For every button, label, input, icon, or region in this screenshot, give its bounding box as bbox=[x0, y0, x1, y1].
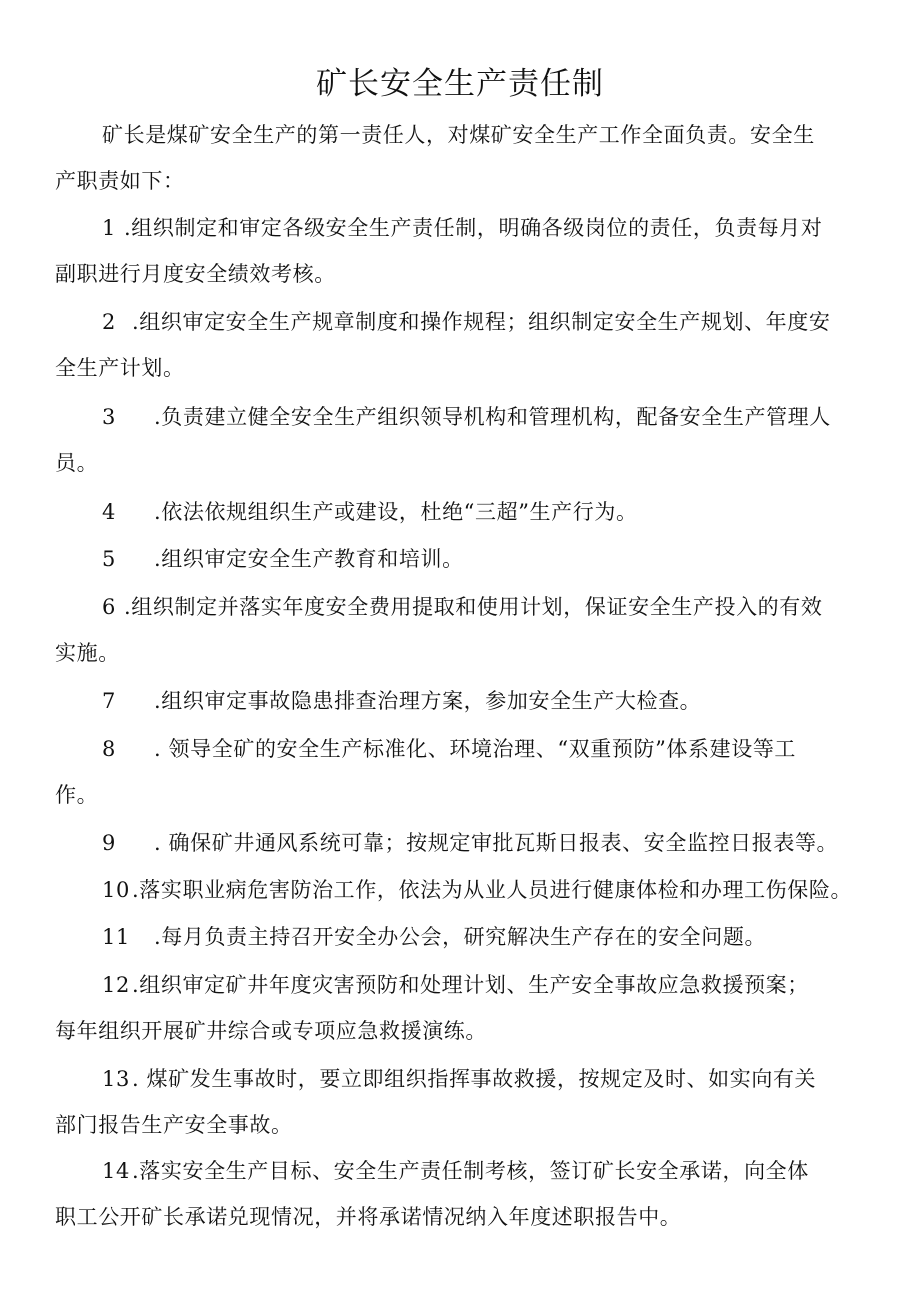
item-text: .每月负责主持召开安全办公会，研究解决生产存在的安全问题。 bbox=[154, 925, 767, 949]
item-text: .组织审定矿井年度灾害预防和处理计划、生产安全事故应急救援预案； bbox=[132, 973, 809, 997]
item-9 bbox=[55, 820, 881, 866]
item-1 bbox=[55, 205, 881, 297]
item-text: .组织审定事故隐患排查治理方案，参加安全生产大检查。 bbox=[154, 689, 702, 713]
item-number: 4 bbox=[102, 500, 116, 524]
item-text: .落实职业病危害防治工作，依法为从业人员进行健康体检和办理工伤保险。 bbox=[132, 878, 853, 902]
item-number: 1 bbox=[102, 216, 116, 240]
item-number: 11 bbox=[102, 925, 130, 949]
item-text-continued: 实施。 bbox=[55, 641, 120, 665]
item-10 bbox=[55, 867, 881, 913]
item-number: 7 bbox=[102, 689, 116, 713]
item-text-continued: 全生产计划。 bbox=[55, 356, 185, 380]
item-6 bbox=[55, 584, 881, 676]
item-12 bbox=[55, 962, 881, 1054]
item-text: . 确保矿井通风系统可靠；按规定审批瓦斯日报表、安全监控日报表等。 bbox=[154, 831, 839, 855]
intro-line-1: 矿长是煤矿安全生产的第一责任人，对煤矿安全生产工作全面负责。安全生 bbox=[102, 123, 815, 147]
item-number: 14 bbox=[102, 1159, 130, 1183]
item-11 bbox=[55, 914, 881, 960]
item-number: 3 bbox=[102, 405, 116, 429]
item-number: 9 bbox=[102, 831, 116, 855]
item-number: 8 bbox=[102, 737, 116, 761]
document-title: 矿长安全生产责任制 bbox=[316, 66, 604, 102]
item-3 bbox=[55, 394, 881, 486]
item-text-continued: 员。 bbox=[55, 451, 99, 475]
item-number: 13 bbox=[102, 1067, 130, 1091]
item-2 bbox=[55, 299, 881, 391]
item-14 bbox=[55, 1148, 881, 1240]
item-text-continued: 部门报告生产安全事故。 bbox=[55, 1113, 293, 1137]
item-text: .组织审定安全生产规章制度和操作规程；组织制定安全生产规划、年度安 bbox=[132, 310, 831, 334]
item-text: .组织审定安全生产教育和培训。 bbox=[154, 547, 464, 571]
item-13 bbox=[55, 1056, 881, 1148]
item-4 bbox=[55, 489, 881, 535]
item-text: .落实安全生产目标、安全生产责任制考核，签订矿长安全承诺，向全体 bbox=[132, 1159, 809, 1183]
item-text: .依法依规组织生产或建设，杜绝“三超”生产行为。 bbox=[154, 500, 638, 524]
intro-line-2: 产职责如下： bbox=[55, 169, 185, 193]
item-text-continued: 每年组织开展矿井综合或专项应急救援演练。 bbox=[55, 1019, 487, 1043]
item-text: . 领导全矿的安全生产标准化、环境治理、“双重预防”体系建设等工 bbox=[154, 737, 797, 761]
item-text: .负责建立健全安全生产组织领导机构和管理机构，配备安全生产管理人 bbox=[154, 405, 831, 429]
item-number: 2 bbox=[102, 310, 116, 334]
item-number: 12 bbox=[102, 973, 130, 997]
intro-paragraph bbox=[55, 112, 881, 204]
item-7 bbox=[55, 678, 881, 724]
item-8 bbox=[55, 726, 881, 818]
item-text-continued: 职工公开矿长承诺兑现情况，并将承诺情况纳入年度述职报告中。 bbox=[55, 1205, 682, 1229]
item-text: . 煤矿发生事故时，要立即组织指挥事故救援，按规定及时、如实向有关 bbox=[132, 1067, 817, 1091]
item-text: .组织制定并落实年度安全费用提取和使用计划，保证安全生产投入的有效 bbox=[124, 595, 823, 619]
item-text-continued: 副职进行月度安全绩效考核。 bbox=[55, 262, 336, 286]
item-text-continued: 作。 bbox=[55, 783, 99, 807]
item-number: 5 bbox=[102, 547, 116, 571]
item-5 bbox=[55, 536, 881, 582]
item-number: 10 bbox=[102, 878, 130, 902]
item-text: .组织制定和审定各级安全生产责任制，明确各级岗位的责任，负责每月对 bbox=[124, 216, 823, 240]
item-number: 6 bbox=[102, 595, 116, 619]
